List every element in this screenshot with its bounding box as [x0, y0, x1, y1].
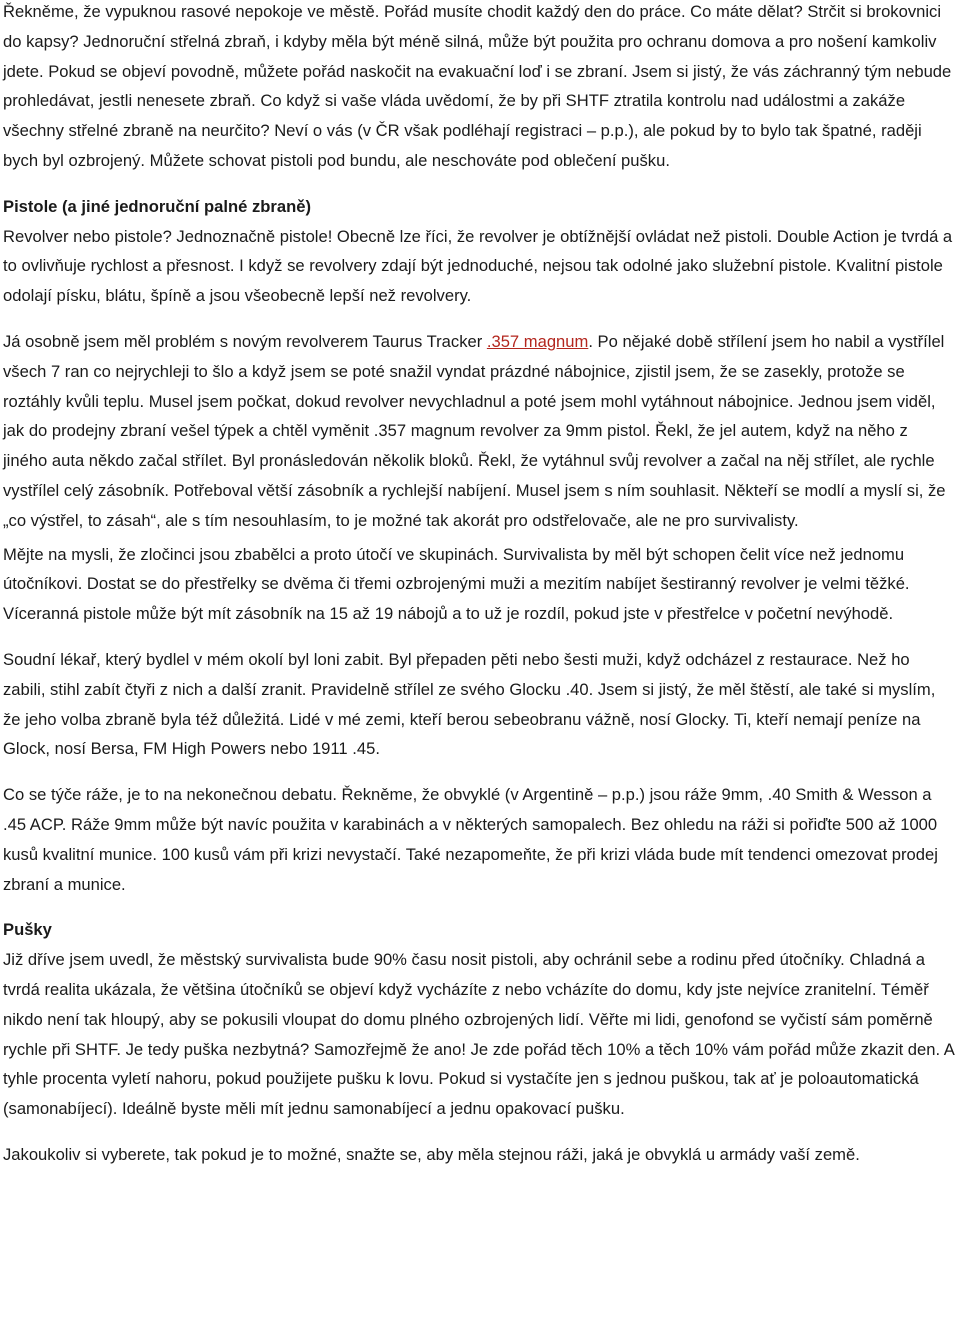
- rifles-paragraph-1: Již dříve jsem uvedl, že městský survivalista bude 90% času nosit pistoli, aby ochránil sebe a rodinu před útočníky. Chladná a tvrdá realita ukázala, že většina útočníků se objeví když vycházíte z nebo vcházíte do domu, kdy jste nejvíce zranitelní. Téměř nikdo není tak hloupý, aby se pokusili vloupat do domu plného ozbrojených lidí. Věřte mi lidi, genofond se vyčistí sám poměrně rychle při SHTF. Je tedy puška nezbytná? Samozřejmě že ano! Je zde pořád těch 10% a těch 10% vám pořád může zkazit den. A tyhle procenta vyletí nahoru, pokud použijete pušku k lovu. Pokud si vystačíte jen s jednou puškou, tak ať je poloautomatická (samonabíjecí). Ideálně byste měli mít jednu samonabíjecí a jednu opakovací pušku.: [3, 950, 954, 1119]
- rifles-paragraph-2: Jakoukoliv si vyberete, tak pokud je to možné, snažte se, aby měla stejnou ráži, jaká je obvyklá u armády vaší země.: [3, 1144, 860, 1164]
- pistols-paragraph-2-end: . Po nějaké době střílení jsem ho nabil a vystřílel všech 7 ran co nejrychleji to šlo a když jsem se poté snažil vyndat prázdné nábojnice, zjistil jsem, že se zasekly, protože se roztáhly kvůli teplu. Musel jsem počkat, dokud revolver nevychladnul a poté jsem mohl vytáhnout nábojnice. Jednou jsem viděl, jak do prodejny zbraní vešel týpek a chtěl vyměnit .357 magnum revolver za 9mm pistol. Řekl, že jel autem, když na něho z jiného auta někdo začal střílet. Byl pronásledován několik bloků. Řekl, že vytáhnul svůj revolver a začal na něj střílet, ale rychle vystřílel celý zásobník. Potřeboval větší zásobník a rychlejší nabíjení. Musel jsem s ním souhlasit. Někteří se modlí a myslí si, že „co výstřel, to zásah“, ale s tím nesouhlasím, to je možné tak akorát pro odstřelovače, ale ne pro survivalisty.: [3, 331, 946, 530]
- pistols-paragraph-2-start: Já osobně jsem měl problém s novým revolverem Taurus Tracker: [3, 331, 487, 351]
- pistols-paragraph-1: Revolver nebo pistole? Jednoznačně pistole! Obecně lze říci, že revolver je obtížnější ovládat než pistoli. Double Action je tvrdá a to ovlivňuje rychlost a přesnost. I když se revolvery zdají být jednoduché, nejsou tak odolné jako služební pistole. Kvalitní pistole odolají písku, blátu, špíně a jsou všeobecně lepší než revolvery.: [3, 226, 953, 306]
- magnum-link[interactable]: .357 magnum: [486, 331, 589, 351]
- pistols-paragraph-5: Co se týče ráže, je to na nekonečnou debatu. Řekněme, že obvyklé (v Argentině – p.p.) jsou ráže 9mm, .40 Smith & Wesson a .45 ACP. Ráže 9mm může být navíc použita v karabinách a v některých samopalech. Bez ohledu na ráži si pořiďte 500 až 1000 kusů kvalitní munice. 100 kusů vám při krizi nevystačí. Také nezapomeňte, že při krizi vláda bude mít tendenci omezovat prodej zbraní a munice.: [3, 785, 938, 894]
- pistols-paragraph-4: Soudní lékař, který bydlel v mém okolí byl loni zabit. Byl přepaden pěti nebo šesti muži, když odcházel z restaurace. Než ho zabili, stihl zabít čtyři z nich a další zranit. Pravidelně střílel ze svého Glocku .40. Jsem si jistý, že měl štěstí, ale také si myslím, že jeho volba zbraně byla též důležitá. Lidé v mé zemi, kteří berou sebeobranu vážně, nosí Glocky. Ti, kteří nemají peníze na Glock, nosí Bersa, FM High Powers nebo 1911 .45.: [3, 649, 936, 759]
- pistols-paragraph-2: [3, 327, 956, 536]
- pistols-paragraph-3: Mějte na mysli, že zločinci jsou zbabělci a proto útočí ve skupinách. Survivalista by měl být schopen čelit více než jednomu útočníkovi. Dostat se do přestřelky se dvěma či třemi ozbrojenými muži a mezitím nabíjet šestiranný revolver je velmi těžké. Víceranná pistole může být mít zásobník na 15 až 19 nábojů a to už je rozdíl, pokud jste v přestřelce v početní nevýhodě.: [3, 544, 910, 624]
- intro-paragraph: Řekněme, že vypuknou rasové nepokoje ve městě. Pořád musíte chodit každý den do práce. Co máte dělat? Strčit si brokovnici do kapsy? Jednoruční střelná zbraň, i kdyby měla být méně silná, může být použita pro ochranu domova a pro nošení kamkoliv jdete. Pokud se objeví povodně, můžete pořád naskočit na evakuační loď i se zbraní. Jsem si jistý, že vás záchranný tým nebude prohledávat, jestli nenesete zbraň. Co když si vaše vláda uvědomí, že by při SHTF ztratila kontrolu nad událostmi a zakáže všechny střelné zbraně na neurčito? Neví o vás (v ČR však podléhají registraci – p.p.), ale pokud by to bylo tak špatné, raději bych byl ozbrojený. Můžete schovat pistoli pod bundu, ale neschováte pod oblečení pušku.: [3, 2, 952, 170]
- pistols-heading: Pistole (a jiné jednoruční palné zbraně): [3, 196, 311, 216]
- rifles-heading: Pušky: [3, 920, 52, 940]
